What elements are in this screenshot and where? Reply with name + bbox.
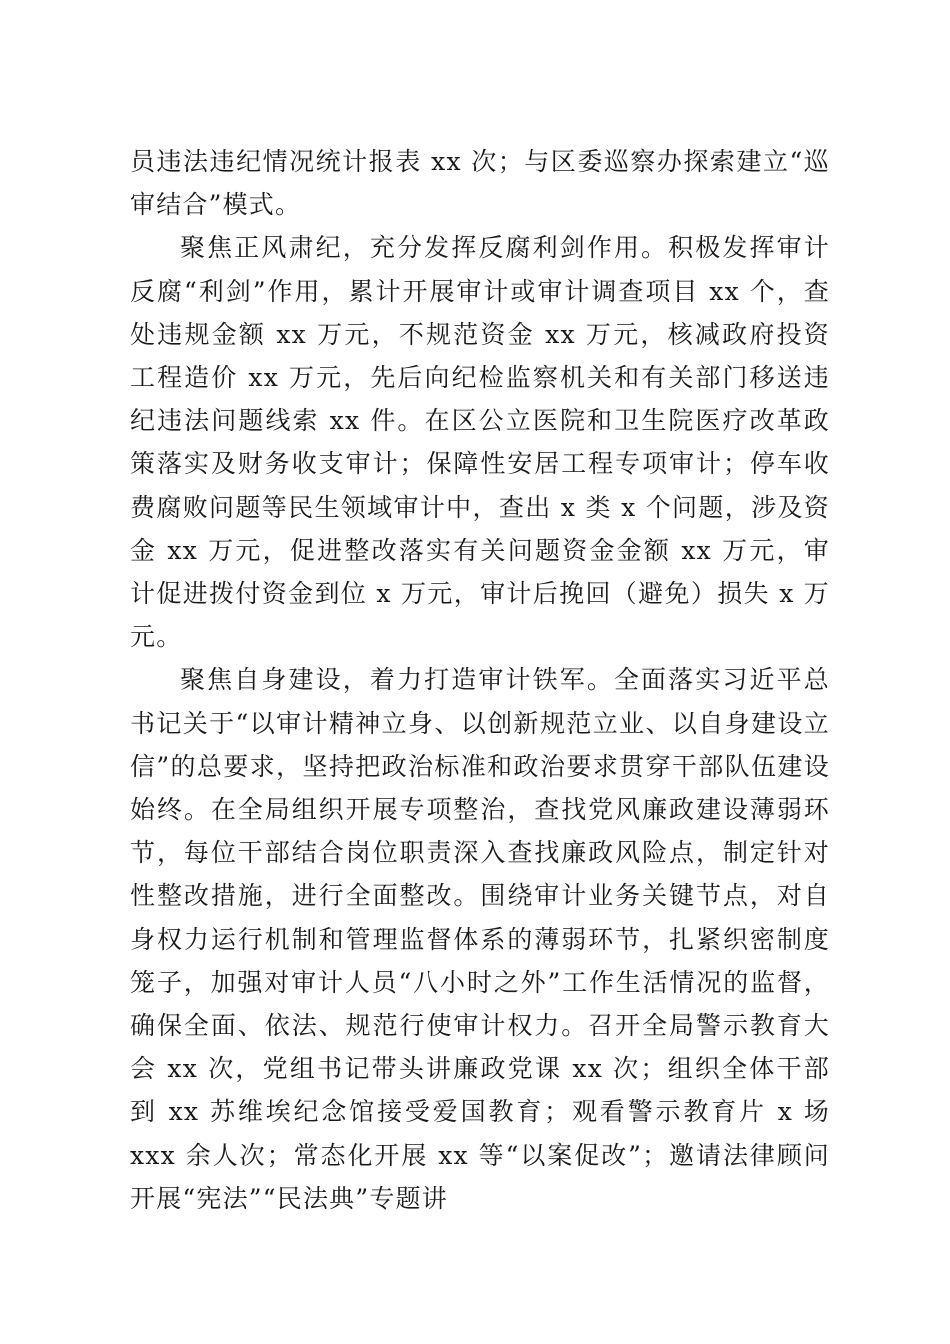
paragraph-self-building: 聚焦自身建设，着力打造审计铁军。全面落实习近平总书记关于“以审计精神立身、以创新规范立业、以自身建设立信”的总要求，坚持把政治标准和政治要求贯穿干部队伍建设始终。在全局组织开展专项整治，查找党风廉政建设薄弱环节，每位干部结合岗位职责深入查找廉政风险点，制定针对性整改措施，进行全面整改。围绕审计业务关键节点，对自身权力运行机制和管理监督体系的薄弱环节，扎紧织密制度笼子，加强对审计人员“八小时之外”工作生活情况的监督，确保全面、依法、规范行使审计权力。召开全局警示教育大会 xx 次，党组书记带头讲廉政党课 xx 次；组织全体干部到 xx 苏维埃纪念馆接受爱国教育；观看警示教育片 x 场 xxx 余人次；常态化开展 xx 等“以案促改”；邀请法律顾问开展“宪法”“民法典”专题讲 [130,665,830,1213]
paragraph-continuation: 员违法违纪情况统计报表 xx 次；与区委巡察办探索建立“巡审结合”模式。 [130,147,830,220]
body-text [130,140,830,1220]
paragraph-anti-corruption: 聚焦正风肃纪，充分发挥反腐利剑作用。积极发挥审计反腐“利剑”作用，累计开展审计或审计调查项目 xx 个，查处违规金额 xx 万元，不规范资金 xx 万元，核减政府投资工程造价 xx 万元，先后向纪检监察机关和有关部门移送违纪违法问题线索 xx 件。在区公立医院和卫生院医疗改革政策落实及财务收支审计；保障性安居工程专项审计；停车收费腐败问题等民生领域审计中，查出 x 类 x 个问题，涉及资金 xx 万元，促进整改落实有关问题资金金额 xx 万元，审计促进拨付资金到位 x 万元，审计后挽回（避免）损失 x 万元。 [130,233,830,652]
